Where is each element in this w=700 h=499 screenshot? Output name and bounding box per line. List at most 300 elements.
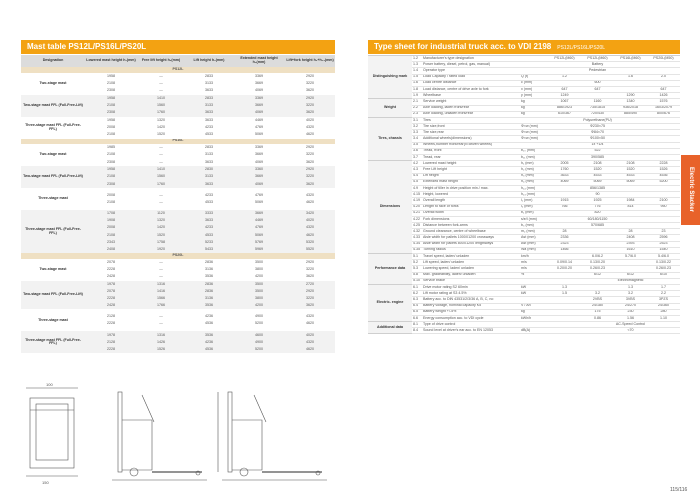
mast-value: 2228 bbox=[107, 296, 115, 301]
vdi-value: 856/1385 bbox=[581, 185, 614, 191]
vdi-item-label: Axle loading, unladen front/rear bbox=[422, 111, 520, 117]
mast-value: 4069 bbox=[255, 110, 263, 115]
vdi-unit: dB(A) bbox=[520, 328, 548, 334]
mast-col-header: Free lift height h₂(mm) bbox=[137, 55, 185, 67]
vdi-value bbox=[581, 328, 614, 334]
mast-group-label: Two-stage mast FFL (Full-Free-Lift) bbox=[21, 166, 85, 188]
vdi-item-number: 8.1 bbox=[412, 322, 422, 328]
vdi-value: 2005 bbox=[548, 161, 581, 167]
mast-value: 1708 bbox=[107, 211, 115, 216]
mast-value: 1316 bbox=[157, 281, 165, 286]
vdi-item-number: 6.5 bbox=[412, 309, 422, 315]
mast-value: 3500 bbox=[255, 259, 263, 264]
mast-group-label: Two-stage mast bbox=[39, 80, 67, 85]
vdi-item-label: Operator type bbox=[422, 68, 520, 74]
mast-value: 1426 bbox=[157, 339, 165, 344]
mast-value-cell bbox=[85, 309, 137, 331]
vdi-value: 5069 bbox=[614, 179, 647, 185]
mast-value: 4320 bbox=[306, 225, 314, 230]
mast-value-cell bbox=[185, 95, 233, 117]
vdi-item-number: 1.6 bbox=[412, 80, 422, 86]
mast-group-row bbox=[21, 331, 335, 353]
vdi-value: 2336 bbox=[548, 235, 581, 241]
mast-value: 1560 bbox=[157, 174, 165, 179]
mast-value: 1420 bbox=[157, 225, 165, 230]
mast-value: 1410 bbox=[157, 167, 165, 172]
mast-value: 3620 bbox=[306, 274, 314, 279]
mast-col-header: Lift+fork height h₃+h₁₃(mm) bbox=[285, 55, 335, 67]
vdi-item-label: Length to face of forks bbox=[422, 204, 520, 210]
mast-value: 4233 bbox=[205, 192, 213, 197]
vdi-item-label: Axle loading, laden front/rear bbox=[422, 105, 520, 111]
vdi-item-number: 4.22 bbox=[412, 216, 422, 222]
vdi-value: 1.10 bbox=[647, 315, 680, 321]
mast-value: 4233 bbox=[205, 124, 213, 129]
mast-value: 4620 bbox=[306, 232, 314, 237]
mast-value: 3800 bbox=[255, 267, 263, 272]
mast-value: 3669 bbox=[255, 211, 263, 216]
vdi-value: 0.20/0.20 bbox=[548, 266, 581, 272]
vdi-item-label: Height of tiller in drive position min./ max. bbox=[422, 185, 520, 191]
mast-value: 3633 bbox=[205, 159, 213, 164]
vdi-value: 1925 bbox=[581, 198, 614, 204]
mast-value: 1320 bbox=[157, 117, 165, 122]
mast-value: 1958 bbox=[107, 117, 115, 122]
mast-value: 1320 bbox=[157, 218, 165, 223]
mast-value: 4900 bbox=[255, 314, 263, 319]
vdi-value: Φ100×50 bbox=[581, 136, 614, 142]
mast-value: 5769 bbox=[255, 239, 263, 244]
mast-section-title: PS12L bbox=[21, 67, 335, 73]
mast-value: 5969 bbox=[255, 246, 263, 251]
vdi-value: 3.2 bbox=[581, 291, 614, 297]
vdi-value: 5200 bbox=[647, 179, 680, 185]
vdi-value: 2100 bbox=[647, 198, 680, 204]
mast-value-cell bbox=[185, 210, 233, 253]
vdi-item-label: Lowered mast height bbox=[422, 161, 520, 167]
mast-col-header: Lift height h₃(mm) bbox=[185, 55, 233, 67]
vdi-item-number: 1.2 bbox=[412, 56, 422, 62]
mast-value: 4233 bbox=[205, 225, 213, 230]
vdi-value: 1x +1/4 bbox=[581, 142, 614, 148]
vdi-value: 1915 bbox=[548, 198, 581, 204]
mast-value: 3133 bbox=[205, 174, 213, 179]
vdi-value: 2523 bbox=[647, 241, 680, 247]
vdi-value: 2VBS bbox=[581, 297, 614, 303]
mast-value: 1978 bbox=[107, 281, 115, 286]
mast-group-row bbox=[21, 281, 335, 310]
vdi-value: Polyurethane(PU) bbox=[581, 117, 614, 123]
mast-value: 3220 bbox=[306, 267, 314, 272]
vdi-item-label: Tires bbox=[422, 117, 520, 123]
vdi-value: 2228 bbox=[647, 161, 680, 167]
vdi-value: Pedestrian bbox=[581, 68, 614, 74]
vdi-unit: V / Ah bbox=[520, 303, 548, 309]
mast-value: 5320 bbox=[306, 239, 314, 244]
mast-value: 2108 bbox=[107, 200, 115, 204]
mast-value: 2836 bbox=[205, 281, 213, 286]
vdi-item-label: Travel speed, laden/ unladen bbox=[422, 254, 520, 260]
vdi-item-label: Load Capacity / rated load bbox=[422, 74, 520, 80]
mast-value: 5233 bbox=[205, 239, 213, 244]
mast-value-cell bbox=[85, 188, 137, 210]
vdi-value: Battery bbox=[581, 62, 614, 68]
mast-value-cell bbox=[137, 95, 185, 117]
mast-value: 2920 bbox=[306, 73, 314, 78]
mast-value: 1908 bbox=[107, 218, 115, 223]
mast-value: 4069 bbox=[255, 181, 263, 186]
mast-value: 2830 bbox=[205, 167, 213, 172]
mast-value: — bbox=[159, 314, 163, 319]
mast-value: 1760 bbox=[157, 181, 165, 186]
mast-group-label: Two-stage mast bbox=[39, 266, 67, 271]
vdi-item-label: Tread, rear bbox=[422, 155, 520, 161]
mast-value-cell bbox=[233, 309, 285, 331]
mast-value-cell bbox=[233, 259, 285, 281]
mast-value: 1766 bbox=[157, 303, 165, 308]
vdi-value: 1.5 bbox=[548, 291, 581, 297]
vdi-section-title: Tires, chassis bbox=[368, 117, 412, 160]
mast-value: 2428 bbox=[107, 274, 115, 279]
vdi-unit: Wa (mm) bbox=[520, 247, 548, 253]
vdi-value: 3VBS bbox=[614, 297, 647, 303]
vdi-unit: b₁₁ (mm) bbox=[520, 155, 548, 161]
mast-value: 3633 bbox=[205, 117, 213, 122]
vdi-value: 28 bbox=[548, 229, 581, 235]
mast-value: 3220 bbox=[306, 152, 314, 157]
mast-value: — bbox=[159, 159, 163, 164]
mast-value: 3500 bbox=[255, 281, 263, 286]
vdi-value: 0.09/0.14 bbox=[548, 260, 581, 266]
mast-value: — bbox=[159, 274, 163, 279]
vdi-value: 28 bbox=[614, 229, 647, 235]
vdi-value: 390/585 bbox=[581, 155, 614, 161]
vdi-unit: h₁₃ (mm) bbox=[520, 192, 548, 198]
mast-value: 3669 bbox=[255, 102, 263, 107]
mast-value: 3633 bbox=[205, 181, 213, 186]
mast-value: 4020 bbox=[306, 117, 314, 122]
vdi-section-title: Distinguishing mark bbox=[368, 56, 412, 99]
vdi-item-number: 3.6 bbox=[412, 148, 422, 154]
mast-value: 2228 bbox=[107, 347, 115, 352]
mast-value: 4533 bbox=[205, 132, 213, 137]
mast-value: 5200 bbox=[255, 347, 263, 352]
mast-value: 4320 bbox=[306, 124, 314, 129]
mast-section-title: PS20L bbox=[21, 253, 335, 259]
vdi-value: Electromagnetic bbox=[614, 278, 647, 284]
vdi-value: 1540 bbox=[647, 247, 680, 253]
vdi-value: 24/270 bbox=[614, 303, 647, 309]
vdi-unit: Ast (mm) bbox=[520, 241, 548, 247]
mast-group-row bbox=[21, 188, 335, 210]
mast-group-label: Three-stage mast bbox=[38, 196, 68, 201]
mast-value: 5069 bbox=[255, 200, 263, 204]
vdi-value: 2596 bbox=[647, 235, 680, 241]
vdi-value: PS12L(M60) bbox=[581, 56, 614, 62]
mast-value: 2008 bbox=[107, 124, 115, 129]
mast-value: 1985 bbox=[107, 145, 115, 150]
vdi-value: 735/1815 bbox=[581, 105, 614, 111]
mast-value: 5200 bbox=[255, 321, 263, 326]
vdi-item-number: 4.20 bbox=[412, 204, 422, 210]
mast-value: 3220 bbox=[306, 174, 314, 179]
vdi-value: 4536 bbox=[647, 173, 680, 179]
mast-group-row bbox=[21, 210, 335, 253]
mast-value: 4469 bbox=[255, 117, 263, 122]
mast-value: 3620 bbox=[306, 303, 314, 308]
vdi-item-number: 1.4 bbox=[412, 68, 422, 74]
mast-value-cell bbox=[285, 210, 335, 253]
mast-value: 4620 bbox=[306, 200, 314, 204]
vdi-value: 0.26/0.23 bbox=[647, 266, 680, 272]
vdi-item-label: Load distance, centre of drive axle to fork bbox=[422, 86, 520, 92]
mast-value: 2833 bbox=[205, 145, 213, 150]
mast-value: 3220 bbox=[306, 296, 314, 301]
mast-value: 4769 bbox=[255, 124, 263, 129]
vdi-item-number: 4.25 bbox=[412, 223, 422, 229]
vdi-item-label: Fork dimensions bbox=[422, 216, 520, 222]
side-view-mast bbox=[118, 392, 122, 472]
vdi-item-number: 6.6 bbox=[412, 315, 422, 321]
mast-value: 2008 bbox=[107, 192, 115, 197]
vdi-value: 1760 bbox=[548, 167, 581, 173]
mast-value: 1560 bbox=[157, 102, 165, 107]
vdi-item-label: Additional wheels(dimensions) bbox=[422, 136, 520, 142]
mast-value: 4320 bbox=[306, 339, 314, 344]
mast-group-label: Two-stage mast bbox=[39, 152, 67, 157]
mast-value-cell bbox=[185, 188, 233, 210]
vdi-value: 2393 bbox=[614, 241, 647, 247]
mast-value: 2108 bbox=[107, 152, 115, 157]
mast-value: 3620 bbox=[306, 159, 314, 164]
mast-value-cell bbox=[285, 309, 335, 331]
mast-value-cell bbox=[233, 144, 285, 166]
vdi-unit: h₁ (mm) bbox=[520, 161, 548, 167]
vdi-value: 0.86 bbox=[581, 315, 614, 321]
vdi-section-title: Weight bbox=[368, 99, 412, 118]
mast-value: 3620 bbox=[306, 88, 314, 93]
vdi-item-number: 4.21 bbox=[412, 210, 422, 216]
mast-value: 2720 bbox=[306, 281, 314, 286]
vdi-unit: h₂ (mm) bbox=[520, 167, 548, 173]
mast-value-cell bbox=[285, 73, 335, 95]
vdi-item-label: Overall width bbox=[422, 210, 520, 216]
vdi-value: 0.26/0.23 bbox=[581, 266, 614, 272]
vdi-value: 1520 bbox=[581, 167, 614, 173]
mast-value: 3133 bbox=[205, 80, 213, 85]
vdi-item-number: 1.3 bbox=[412, 62, 422, 68]
mast-value: 2836 bbox=[205, 259, 213, 264]
mast-value: 4236 bbox=[205, 339, 213, 344]
mast-col-header: Extended mast height h₄(mm) bbox=[233, 55, 285, 67]
vdi-unit: kWh/h bbox=[520, 315, 548, 321]
vdi-value: 5069 bbox=[581, 179, 614, 185]
vdi-item-label: Wheels,number front/rear(x=driven wheels) bbox=[422, 142, 520, 148]
vdi-value: 5.4/6.0 bbox=[647, 254, 680, 260]
vdi-item-number: 3.1 bbox=[412, 117, 422, 123]
mast-value: 4320 bbox=[306, 192, 314, 197]
vdi-item-number: 5.3 bbox=[412, 266, 422, 272]
vdi-value: 90 bbox=[581, 192, 614, 198]
mast-value: 2108 bbox=[107, 232, 115, 237]
mast-value: 1958 bbox=[107, 95, 115, 100]
vdi-item-number: 2.1 bbox=[412, 99, 422, 105]
vdi-unit: y (mm) bbox=[520, 93, 548, 99]
vdi-value: 1249 bbox=[548, 93, 581, 99]
vdi-item-label: Power battery, diesel, petrol, gas, manual) bbox=[422, 62, 520, 68]
vdi-item-number: 1.5 bbox=[412, 74, 422, 80]
vdi-unit: b₅ (mm) bbox=[520, 223, 548, 229]
vdi-item-number: 3.2 bbox=[412, 124, 422, 130]
mast-value: 1758 bbox=[157, 239, 165, 244]
mast-value: 2308 bbox=[107, 181, 115, 186]
mast-value-cell bbox=[285, 281, 335, 310]
mast-value: 4536 bbox=[205, 347, 213, 352]
vdi-value: 6/10 bbox=[647, 272, 680, 278]
vdi-value: 800/676 bbox=[647, 111, 680, 117]
vdi-item-number: 4.33 bbox=[412, 235, 422, 241]
mast-value: 2228 bbox=[107, 321, 115, 326]
vdi-unit: % bbox=[520, 272, 548, 278]
mast-value-cell bbox=[85, 166, 137, 188]
mast-value: — bbox=[159, 200, 163, 204]
vdi-value: 776 bbox=[581, 204, 614, 210]
vdi-item-number: 5.1 bbox=[412, 254, 422, 260]
vdi-item-label: Aisle width for pallets 1000X1200 crossways bbox=[422, 235, 520, 241]
mast-col-header: Lowered mast height h₁(mm) bbox=[85, 55, 137, 67]
vdi-value: 6.0/6.2 bbox=[581, 254, 614, 260]
mast-value: 1420 bbox=[157, 124, 165, 129]
mast-value: 4900 bbox=[255, 339, 263, 344]
vdi-item-label: Service brake bbox=[422, 278, 520, 284]
mast-value: 3333 bbox=[205, 211, 213, 216]
vdi-item-label: Turning radius bbox=[422, 247, 520, 253]
vdi-item-number: 2.2 bbox=[412, 105, 422, 111]
vdi-item-number: 4.35 bbox=[412, 247, 422, 253]
mast-value: 4620 bbox=[306, 132, 314, 137]
mast-value-cell bbox=[85, 210, 137, 253]
vdi-value: 2408 bbox=[614, 235, 647, 241]
mast-value: — bbox=[159, 80, 163, 85]
vdi-item-number: 4.5 bbox=[412, 179, 422, 185]
mast-group-row bbox=[21, 95, 335, 117]
mast-value: 1410 bbox=[157, 95, 165, 100]
vdi-unit: kg bbox=[520, 105, 548, 111]
vdi-section-title: Performance data bbox=[368, 254, 412, 285]
mast-group-row bbox=[21, 166, 335, 188]
vdi-value: 820 bbox=[581, 210, 614, 216]
vdi-item-label: Load centre distance bbox=[422, 80, 520, 86]
vdi-value: 950 bbox=[647, 204, 680, 210]
mast-value: 3500 bbox=[255, 288, 263, 293]
mast-value: 4200 bbox=[255, 303, 263, 308]
mast-value: 2078 bbox=[107, 259, 115, 264]
mast-group-row bbox=[21, 144, 335, 166]
vdi-unit: m₂ (mm) bbox=[520, 229, 548, 235]
vdi-value: 1.56 bbox=[614, 315, 647, 321]
mast-value-cell bbox=[137, 166, 185, 188]
mast-value-cell bbox=[137, 331, 185, 353]
mast-value: 4320 bbox=[306, 314, 314, 319]
mast-value-cell bbox=[85, 259, 137, 281]
vdi-value: 0.13/0.22 bbox=[647, 260, 680, 266]
vdi-unit: b₁₀ (mm) bbox=[520, 148, 548, 154]
mast-value: 3620 bbox=[306, 110, 314, 115]
mast-value-cell bbox=[137, 281, 185, 310]
vdi-item-label: Ground clearance, centre of wheelbase bbox=[422, 229, 520, 235]
vdi-unit: h₁₄ (mm) bbox=[520, 185, 548, 191]
vdi-item-number: 6.4 bbox=[412, 303, 422, 309]
mast-value: 3360 bbox=[255, 167, 263, 172]
vdi-item-label: Height, lowered bbox=[422, 192, 520, 198]
mast-value-cell bbox=[85, 144, 137, 166]
vdi-item-number: 3.4 bbox=[412, 136, 422, 142]
vdi-section-title: Electric- engine bbox=[368, 284, 412, 321]
vdi-value: 522 bbox=[581, 148, 614, 154]
mast-value: — bbox=[159, 152, 163, 157]
mast-value: 1520 bbox=[157, 132, 165, 137]
mast-value: 4069 bbox=[255, 159, 263, 164]
vdi-value: 3633 bbox=[548, 173, 581, 179]
vdi-value: 6/12 bbox=[581, 272, 614, 278]
vdi-value: 23 bbox=[647, 229, 680, 235]
mast-value: 4533 bbox=[205, 200, 213, 204]
vdi-section-title: Additional data bbox=[368, 322, 412, 334]
vdi-value: PS12L(M60) bbox=[548, 56, 581, 62]
mast-value: 2428 bbox=[107, 303, 115, 308]
mast-value: 4020 bbox=[306, 218, 314, 223]
mast-value-cell bbox=[285, 144, 335, 166]
vdi-item-number: 2.3 bbox=[412, 111, 422, 117]
vdi-value: Φ230×75 bbox=[581, 124, 614, 130]
vdi-unit: kW bbox=[520, 284, 548, 290]
mast-value: — bbox=[159, 321, 163, 326]
mast-value: 3633 bbox=[205, 88, 213, 93]
vdi-item-number: 1.8 bbox=[412, 86, 422, 92]
vdi-value: 1466 bbox=[548, 247, 581, 253]
mast-value: 3220 bbox=[306, 102, 314, 107]
vdi-item-label: Battery voltage, nominal capacity K5 bbox=[422, 303, 520, 309]
vdi-value: 230 bbox=[614, 309, 647, 315]
vdi-value: 2.0 bbox=[647, 74, 680, 80]
vdi-unit: l₁ (mm) bbox=[520, 198, 548, 204]
mast-value: 1978 bbox=[107, 332, 115, 337]
mast-value: 3369 bbox=[255, 73, 263, 78]
mast-value: — bbox=[159, 88, 163, 93]
mast-value: 2920 bbox=[306, 259, 314, 264]
mast-value-cell bbox=[285, 259, 335, 281]
mast-value: 3669 bbox=[255, 152, 263, 157]
dim-label-1: 100 bbox=[46, 382, 53, 387]
mast-value-cell bbox=[137, 144, 185, 166]
mast-value-cell bbox=[285, 188, 335, 210]
vdi-item-label: Aisle width for pallets 800X1200 lengthways bbox=[422, 241, 520, 247]
vdi-unit: m/s bbox=[520, 260, 548, 266]
mast-value: 4236 bbox=[205, 314, 213, 319]
mast-value: 2833 bbox=[205, 73, 213, 78]
mast-group-label: Three-stage mast bbox=[38, 317, 68, 322]
mast-value: 2408 bbox=[107, 246, 115, 251]
vdi-table bbox=[368, 55, 680, 334]
mast-value: — bbox=[159, 73, 163, 78]
vdi-item-number: 6.3 bbox=[412, 297, 422, 303]
vdi-item-number: 1.9 bbox=[412, 93, 422, 99]
mast-value: 3536 bbox=[205, 303, 213, 308]
mast-value-cell bbox=[85, 117, 137, 139]
vdi-value: 1.7 bbox=[647, 284, 680, 290]
vdi-value: 6/12 bbox=[614, 272, 647, 278]
mast-value: 2920 bbox=[306, 167, 314, 172]
